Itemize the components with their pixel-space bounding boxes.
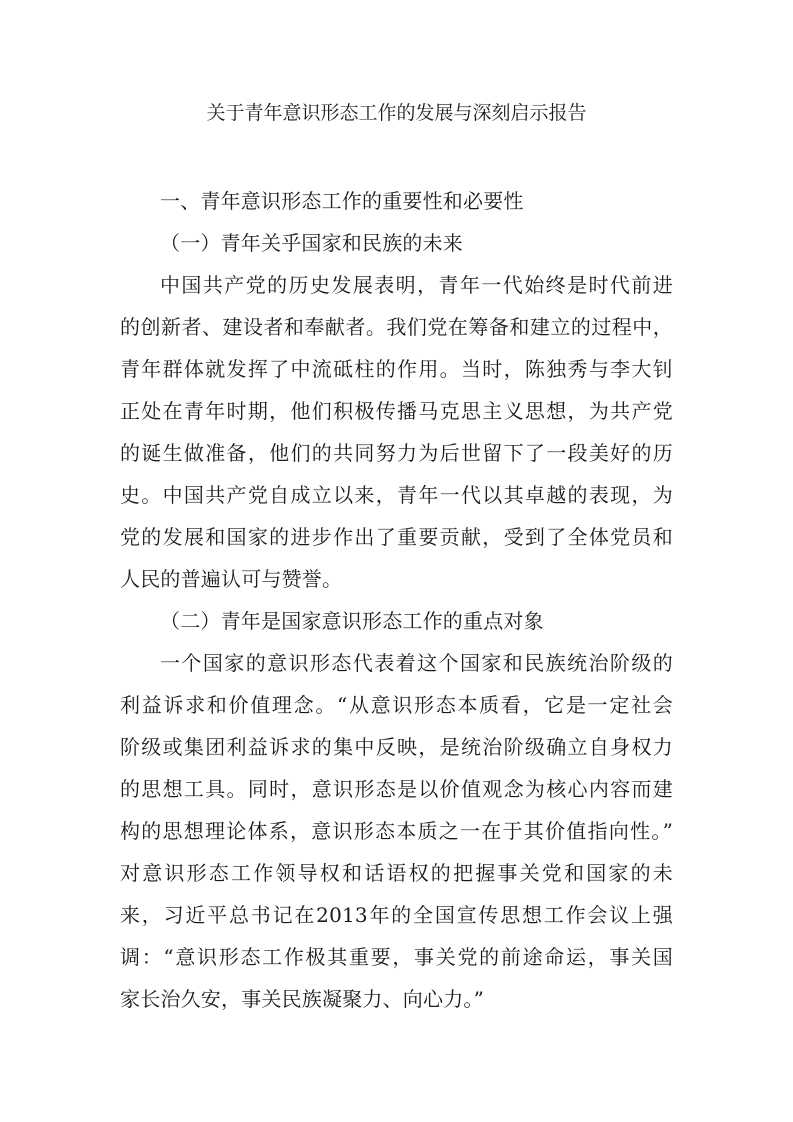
paragraph-line: 的思想工具。同时，意识形态是以价值观念为核心内容而建: [120, 777, 673, 801]
paragraph-line: 史。中国共产党自成立以来，青年一代以其卓越的表现，为: [120, 483, 673, 507]
paragraph-line: 青年群体就发挥了中流砥柱的作用。当时，陈独秀与李大钊: [120, 357, 673, 381]
paragraph-line: 对意识形态工作领导权和话语权的把握事关党和国家的未: [120, 861, 673, 885]
subsection-heading-1: （一）青年关乎国家和民族的未来: [160, 231, 463, 255]
document-title: 关于青年意识形态工作的发展与深刻启示报告: [206, 102, 587, 124]
paragraph-line: 一个国家的意识形态代表着这个国家和民族统治阶级的: [160, 651, 673, 675]
paragraph-line: 构的思想理论体系，意识形态本质之一在于其价值指向性。”: [120, 819, 673, 843]
subsection-heading-2: （二）青年是国家意识形态工作的重点对象: [160, 609, 544, 633]
paragraph-line: 家长治久安，事关民族凝聚力、向心力。”: [120, 987, 485, 1011]
paragraph-line: 正处在青年时期，他们积极传播马克思主义思想，为共产党: [120, 399, 673, 423]
paragraph-line: 中国共产党的历史发展表明，青年一代始终是时代前进: [160, 273, 673, 297]
paragraph-line: 人民的普遍认可与赞誉。: [120, 567, 343, 591]
paragraph-line: 阶级或集团利益诉求的集中反映，是统治阶级确立自身权力: [120, 735, 673, 759]
paragraph-line: 来，习近平总书记在2013年的全国宣传思想工作会议上强: [120, 903, 673, 927]
paragraph-line: 利益诉求和价值理念。“从意识形态本质看，它是一定社会: [120, 693, 673, 717]
paragraph-line: 调：“意识形态工作极其重要，事关党的前途命运，事关国: [120, 945, 673, 969]
paragraph-line: 的诞生做准备，他们的共同努力为后世留下了一段美好的历: [120, 441, 673, 465]
paragraph-line: 党的发展和国家的进步作出了重要贡献，受到了全体党员和: [120, 525, 673, 549]
paragraph-line: 的创新者、建设者和奉献者。我们党在筹备和建立的过程中，: [120, 315, 673, 339]
section-heading-1: 一、青年意识形态工作的重要性和必要性: [160, 189, 524, 213]
